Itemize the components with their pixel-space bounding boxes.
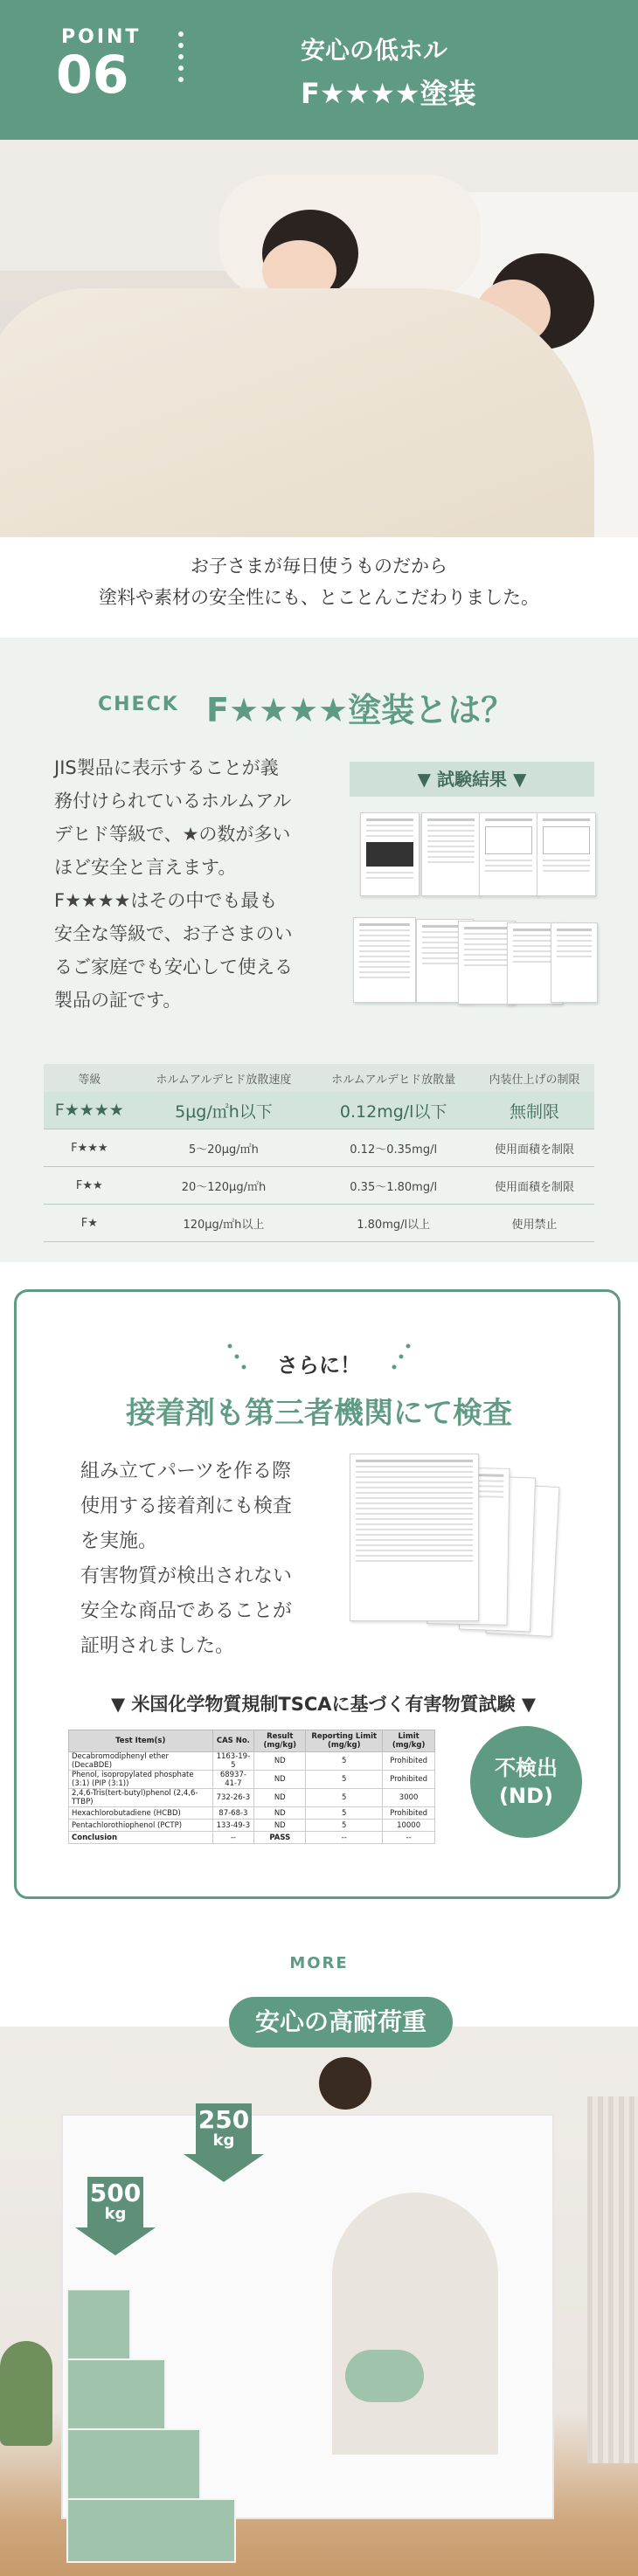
table-row [69, 1789, 435, 1807]
table-cell: 使用面積を制限 [475, 1129, 594, 1167]
test-report-thumbnail [360, 812, 420, 896]
header-title-line2: F★★★★塗装 [301, 77, 476, 110]
intro-line: 塗料や素材の安全性にも、とことんこだわりました。 [99, 587, 539, 608]
table-cell: 10000 [383, 1820, 435, 1832]
table-cell: 5 [306, 1820, 383, 1832]
table-cell: 5μg/㎡h以下 [135, 1092, 313, 1129]
table-cell: 68937-41-7 [212, 1771, 254, 1789]
test-report-thumbnail [421, 812, 481, 896]
table-header: Reporting Limit (mg/kg) [306, 1730, 383, 1752]
table-cell: F★★ [44, 1167, 135, 1205]
table-cell: 5 [306, 1789, 383, 1807]
desc-line: 製品の証です。 [54, 990, 182, 1011]
table-cell: ND [254, 1771, 306, 1789]
sarani-label: さらに！ [277, 1353, 361, 1378]
test-report-thumbnail [537, 812, 596, 896]
table-header: Limit (mg/kg) [383, 1730, 435, 1752]
desc-line: を実施。 [80, 1530, 158, 1552]
table-row [44, 1092, 594, 1129]
table-cell: 2,4,6-Tris(tert-butyl)phenol (2,4,6-TTBP) [69, 1789, 213, 1807]
test-report-thumbnail [353, 917, 416, 1003]
table-cell: 732-26-3 [212, 1789, 254, 1807]
table-cell: F★★★★ [44, 1092, 135, 1129]
table-cell: Pentachlorothiophenol (PCTP) [69, 1820, 213, 1832]
table-cell: Prohibited [383, 1752, 435, 1771]
desc-line: 務付けられているホルムアル [54, 791, 292, 811]
table-row [69, 1807, 435, 1820]
load-value: 250 [198, 2105, 250, 2134]
table-cell: ND [254, 1807, 306, 1820]
table-cell: Prohibited [383, 1771, 435, 1789]
table-cell: 20～120μg/㎡h [135, 1167, 313, 1205]
desc-line: デヒド等級で、★の数が多い [54, 824, 291, 845]
not-detected-badge [470, 1726, 582, 1838]
table-cell: 3000 [383, 1789, 435, 1807]
load-unit: kg [212, 2131, 235, 2150]
table-cell: 0.12～0.35mg/l [312, 1129, 475, 1167]
desc-line: るご家庭でも安心して使える [54, 957, 293, 977]
check-description [54, 751, 332, 1017]
table-cell: 1.80mg/l以上 [312, 1205, 475, 1242]
table-cell: Hexachlorobutadiene (HCBD) [69, 1807, 213, 1820]
table-cell: ND [254, 1752, 306, 1771]
table-row [44, 1129, 594, 1167]
table-cell: Prohibited [383, 1807, 435, 1820]
table-header: Result (mg/kg) [254, 1730, 306, 1752]
load-value: 500 [89, 2179, 142, 2207]
test-results-tag: ▼ 試験結果 ▼ [350, 762, 594, 797]
tsca-results-table [68, 1730, 435, 1844]
table-row [69, 1820, 435, 1832]
table-cell: Phenol, isopropylated phosphate (3:1) (PIP (3:1)) [69, 1771, 213, 1789]
table-cell: 5 [306, 1807, 383, 1820]
table-cell: -- [212, 1832, 254, 1844]
report-page [350, 1454, 479, 1621]
table-cell: PASS [254, 1832, 306, 1844]
table-cell: 使用面積を制限 [475, 1167, 594, 1205]
table-cell: 0.35～1.80mg/l [312, 1167, 475, 1205]
table-header: ホルムアルデヒド放散量 [312, 1064, 475, 1092]
table-cell: ND [254, 1820, 306, 1832]
desc-line: F★★★★はその中でも最も [54, 890, 278, 911]
intro-line: お子さまが毎日使うものだから [191, 556, 447, 577]
point-label: POINT [61, 26, 142, 48]
table-cell: Decabromodiphenyl ether (DecaBDE) [69, 1752, 213, 1771]
desc-line: 安全な商品であることが [80, 1600, 293, 1622]
table-cell: 5～20μg/㎡h [135, 1129, 313, 1167]
table-cell: 5 [306, 1752, 383, 1771]
load-250-arrow [184, 2103, 264, 2182]
table-cell: 1163-19-5 [212, 1752, 254, 1771]
tsca-heading: ▼ 米国化学物質規制TSCAに基づく有害物質試験 ▼ [110, 1694, 537, 1715]
table-row [44, 1167, 594, 1205]
adhesive-description [80, 1454, 343, 1664]
desc-line: 有害物質が検出されない [80, 1565, 293, 1587]
intro-text [0, 550, 638, 613]
table-cell: 0.12mg/l以下 [312, 1092, 475, 1129]
desc-line: ほど安全と言えます。 [54, 857, 237, 878]
header-title-line1: 安心の低ホル [301, 36, 448, 65]
point-number: 06 [56, 45, 129, 106]
table-cell: -- [306, 1832, 383, 1844]
more-label: MORE [289, 1954, 349, 1972]
check-label: CHECK [98, 694, 179, 715]
table-cell: ND [254, 1789, 306, 1807]
table-header: 等級 [44, 1064, 135, 1092]
desc-line: 安全な等級で、お子さまのい [54, 923, 293, 944]
loft-bed-photo [0, 2027, 638, 2576]
table-row [44, 1205, 594, 1242]
desc-line: JIS製品に表示することが義 [54, 757, 279, 778]
badge-line: (ND) [499, 1784, 553, 1808]
table-cell: F★★★ [44, 1129, 135, 1167]
table-row [69, 1832, 435, 1844]
test-report-thumbnail [551, 922, 598, 1003]
table-cell: 87-68-3 [212, 1807, 254, 1820]
table-header: 内装仕上げの制限 [475, 1064, 594, 1092]
table-header: Test Item(s) [69, 1730, 213, 1752]
desc-line: 組み立てパーツを作る際 [80, 1461, 292, 1482]
badge-line: 不検出 [495, 1756, 558, 1780]
dot-divider [178, 31, 185, 88]
table-cell: 5 [306, 1771, 383, 1789]
high-load-pill: 安心の高耐荷重 [229, 1997, 453, 2048]
table-cell: 120μg/㎡h以上 [135, 1205, 313, 1242]
formaldehyde-grade-table [44, 1064, 594, 1242]
check-title: F★★★★塗装とは？ [206, 691, 515, 729]
desc-line: 使用する接着剤にも検査 [80, 1495, 293, 1517]
load-unit: kg [104, 2205, 127, 2223]
table-header: ホルムアルデヒド放散速度 [135, 1064, 313, 1092]
desc-line: 証明されました。 [80, 1635, 235, 1657]
table-cell: 使用禁止 [475, 1205, 594, 1242]
table-row [69, 1771, 435, 1789]
table-row [69, 1752, 435, 1771]
table-cell: F★ [44, 1205, 135, 1242]
table-cell: -- [383, 1832, 435, 1844]
test-report-thumbnail [479, 812, 538, 896]
adhesive-title: 接着剤も第三者機関にて検査 [126, 1396, 512, 1431]
table-cell: Conclusion [69, 1832, 213, 1844]
load-500-arrow [75, 2177, 156, 2255]
table-cell: 133-49-3 [212, 1820, 254, 1832]
table-cell: 無制限 [475, 1092, 594, 1129]
table-header: CAS No. [212, 1730, 254, 1752]
sleeping-children-photo [0, 140, 638, 537]
